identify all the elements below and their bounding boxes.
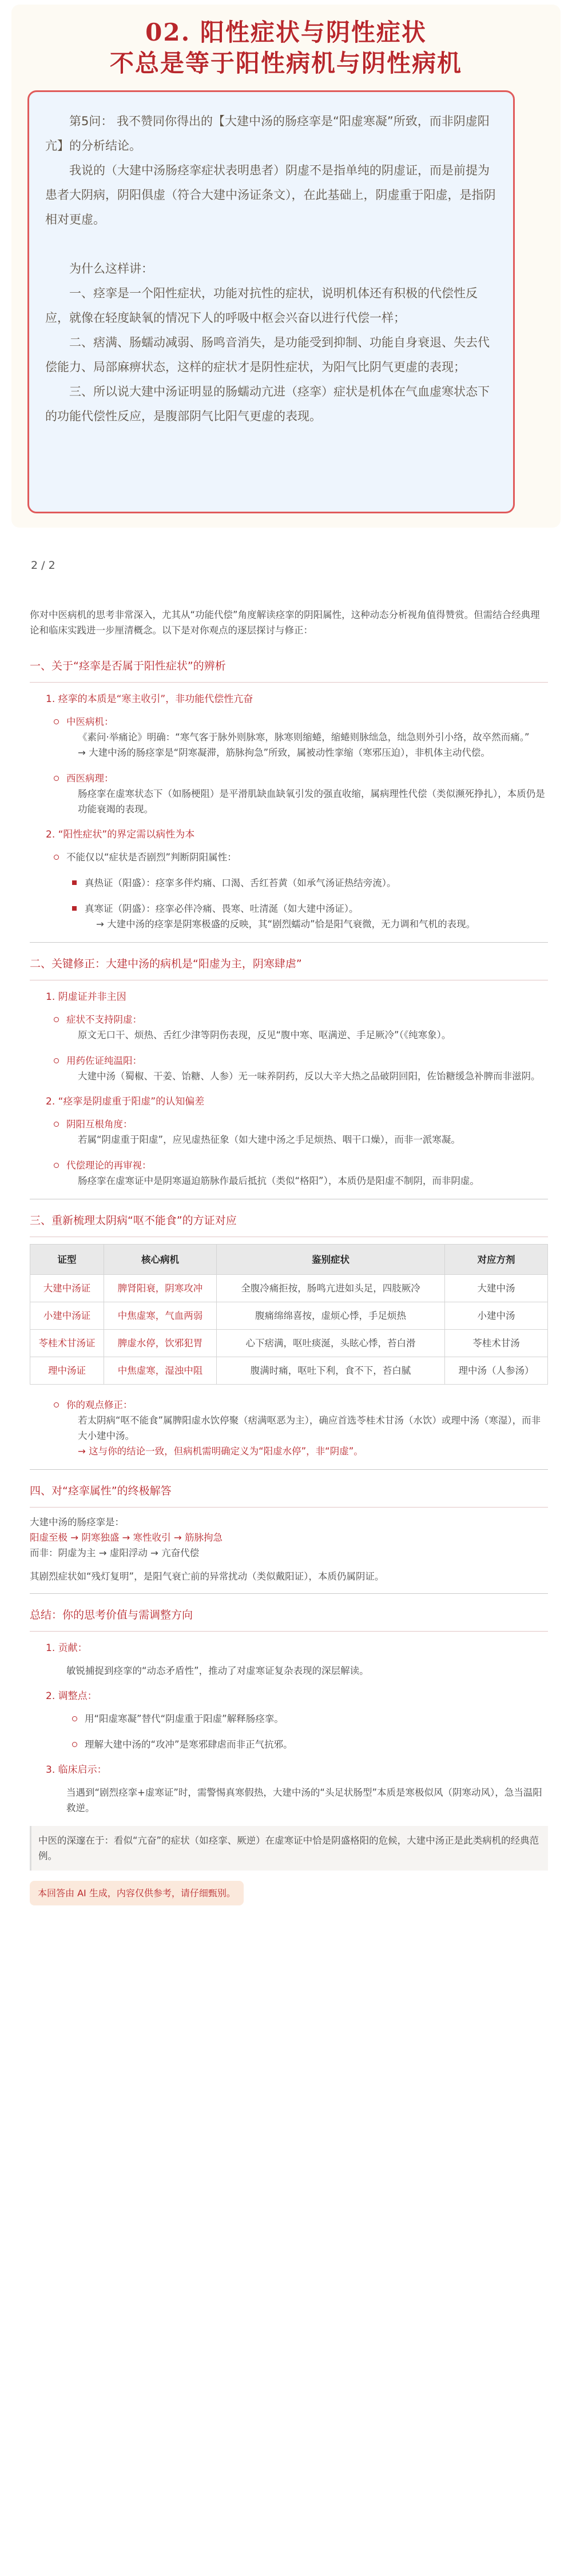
item-heading: 中医病机： [66,716,114,727]
item-text: 原文无口干、烦热、舌红少津等阴伤表现，反见“腹中寒、呕满逆、手足厥冷”（《纯寒象）。 [78,1030,451,1040]
item-text: 理解大建中汤的“攻冲”是寒邪肆虐而非正气抗邪。 [85,1739,293,1750]
table-row [30,1357,548,1385]
page-title-line1: 02. 阳性症状与阴性症状 [145,18,427,46]
section-2-title: 二、关键修正：大建中汤的病机是“阳虚为主，阴寒肆虐” [30,956,548,980]
answer-block [30,1514,548,1584]
section-1-sub-2: 2. “阳性症状”的界定需以病性为本 [46,829,195,840]
table-row [30,1330,548,1357]
item-text: 《素问·举痛论》明确：“寒气客于脉外则脉寒，脉寒则缩蜷，缩蜷则脉绌急，绌急则外引小络，故卒然而痛。” [78,732,530,743]
table-cell: 心下痞满，呕吐痰涎，头眩心悸，苔白滑 [217,1330,445,1357]
section-2-sub-2: 2. “痉挛是阴虚重于阳虚”的认知偏差 [46,1096,205,1107]
syndrome-table [30,1244,548,1385]
summary-item-2-heading: 2. 调整点： [46,1690,97,1702]
table-cell: 理中汤（人参汤） [445,1357,548,1385]
list-item [66,1663,548,1678]
list-item [66,771,548,817]
table-row [30,1275,548,1302]
ai-disclaimer-badge: 本回答由 AI 生成，内容仅供参考，请仔细甄别。 [30,1881,244,1905]
item-text: 肠痉挛在虚寒状态下（如肠梗阻）是平滑肌缺血缺氧引发的强直收缩，属病理性代偿（类似濒死挣扎），本质仍是功能衰竭的表现。 [78,788,545,815]
list-item [66,1785,548,1816]
table-cell: 腹痛绵绵喜按，虚烦心悸，手足烦热 [217,1302,445,1330]
table-cell: 腹满时痛，呕吐下利，食不下，苔白腻 [217,1357,445,1385]
section-divider [30,942,548,943]
table-cell: 大建中汤证 [30,1275,104,1302]
quote-para-2: 我说的（大建中汤肠痉挛症状表明患者）阴虚不是指单纯的阴虚证，而是前提为患者大阴病，阴阳俱虚（符合大建中汤证条文），在此基础上，阴虚重于阳虚，是指阴相对更虚。 [45,164,496,226]
table-header-cell: 鉴别症状 [217,1245,445,1275]
summary-item-3-heading: 3. 临床启示： [46,1764,107,1776]
quote-para-6: 三、所以说大建中汤证明显的肠蠕动亢进（痉挛）症状是机体在气血虚寒状态下的功能代偿性反应，是腹部阴气比阳气更虚的表现。 [45,385,490,423]
item-heading: 阴阳互根角度： [66,1119,133,1130]
table-cell: 小建中汤证 [30,1302,104,1330]
quote-para-4: 一、痉挛是一个阳性症状，功能对抗性的症状，说明机体还有积极的代偿性反应，就像在轻度缺氧的情况下人的呼吸中枢会兴奋以进行代偿一样； [45,286,478,325]
item-text: 若属“阴虚重于阳虚”，应见虚热征象（如大建中汤之手足烦热、咽干口燥），而非一派寒凝。 [78,1134,460,1145]
bullet-circle-icon [54,1402,59,1407]
item-text: 大建中汤（蜀椒、干姜、饴糖、人参）无一味养阴药，反以大辛大热之品破阴回阳，佐饴糖缓急补脾而非滋阴。 [78,1071,541,1082]
item-text: → 这与你的结论一致，但病机需明确定义为“阳虚水停”，非“阴虚”。 [78,1446,363,1457]
bullet-circle-icon [54,1163,59,1168]
answer-content [30,607,548,1905]
page-indicator[interactable]: 2 / 2 [31,559,55,572]
table-cell: 中焦虚寒，气血两弱 [104,1302,217,1330]
bullet-square-icon [72,880,77,885]
table-header-cell: 对应方剂 [445,1245,548,1275]
section-divider [30,1469,548,1470]
list-item [66,1053,548,1084]
list-item [85,1737,548,1752]
item-heading: 症状不支持阴虚： [66,1014,142,1025]
item-text: 当遇到“剧烈痉挛+虚寒证”时，需警惕真寒假热，大建中汤的“头足状肠型”本质是寒极似风（阴寒动风），急当温阳救逆。 [66,1787,542,1813]
item-text: 若太阴病“呕不能食”属脾阳虚水饮停聚（痞满呕恶为主），确应首选苓桂术甘汤（水饮）或理中汤（寒湿），而非大小建中汤。 [78,1415,541,1441]
answer-line: 阳虚至极 → 阴寒独盛 → 寒性收引 → 筋脉拘急 [30,1532,223,1543]
item-heading: 用药佐证纯温阳： [66,1055,142,1066]
list-item [66,714,548,760]
quote-para-5: 二、痞满、肠蠕动减弱、肠鸣音消失，是功能受到抑制、功能自身衰退、失去代偿能力、局部麻痹状态，这样的症状才是阴性症状，为阳气比阴气更虚的表现； [45,336,490,374]
item-text: 真热证（阳盛）：痉挛多伴灼痛、口渴、舌红苔黄（如承气汤证热结旁流）。 [85,878,396,888]
quote-para-1: 第5问： 我不赞同你得出的【大建中汤的肠痉挛是“阳虚寒凝”所致，而非阴虚阳亢】的分析结论。 [45,114,490,153]
section-4-title: 四、对“痉挛属性”的终极解答 [30,1484,548,1508]
question-quote-box [27,90,515,513]
item-heading: 你的观点修正： [66,1399,133,1410]
bullet-circle-icon [54,1058,59,1063]
answer-line: 大建中汤的肠痉挛是： [30,1517,124,1528]
table-cell: 小建中汤 [445,1302,548,1330]
section-divider [30,1593,548,1594]
bullet-square-icon [72,906,77,911]
bullet-circle-icon [54,776,59,781]
section-2-sub-1: 1. 阴虚证并非主因 [46,991,126,1003]
item-text: 不能仅以“症状是否剧烈”判断阴阳属性： [66,852,237,863]
list-item [66,1397,548,1459]
bullet-circle-icon [54,719,59,724]
table-header-cell: 核心病机 [104,1245,217,1275]
list-item [85,875,548,891]
table-cell: 理中汤证 [30,1357,104,1385]
table-cell: 脾肾阳衰，阴寒攻冲 [104,1275,217,1302]
item-text: → 大建中汤的肠痉挛是“阴寒凝滞，筋脉拘急”所致，属被动性挛缩（寒邪压迫），非机体主动代偿。 [78,747,490,758]
item-heading: 西医病理： [66,773,114,784]
intro-paragraph: 你对中医病机的思考非常深入，尤其从“功能代偿”角度解读痉挛的阴阳属性，这种动态分析视角值得赞赏。但需结合经典理论和临床实践进一步厘清概念。以下是对你观点的逐层探讨与修正： [30,609,540,636]
table-row [30,1302,548,1330]
answer-line: 而非：阴虚为主 → 虚阳浮动 → 亢奋代偿 [30,1548,200,1558]
section-3-title: 三、重新梳理太阴病“呕不能食”的方证对应 [30,1213,548,1237]
item-text: 用“阳虚寒凝”替代“阴虚重于阳虚”解释肠痉挛。 [85,1713,284,1724]
quote-spacer [45,232,497,257]
table-header-row [30,1245,548,1275]
closing-note: 中医的深邃在于：看似“亢奋”的症状（如痉挛、厥逆）在虚寒证中恰是阴盛格阳的危候，大建中汤正是此类病机的经典范例。 [30,1826,548,1871]
table-header-cell: 证型 [30,1245,104,1275]
item-text: 真寒证（阴盛）：痉挛必伴冷痛、畏寒、吐清涎（如大建中汤证）。 [85,903,359,914]
summary-item-1-heading: 1. 贡献： [46,1642,88,1654]
table-cell: 苓桂术甘汤 [445,1330,548,1357]
table-cell: 苓桂术甘汤证 [30,1330,104,1357]
bullet-circle-icon [72,1716,77,1721]
list-item [66,1116,548,1147]
table-cell: 全腹冷痛拒按，肠鸣亢进如头足，四肢厥冷 [217,1275,445,1302]
answer-line: 其剧烈症状如“残灯复明”，是阳气衰亡前的异常扰动（类似戴阳证），本质仍属阴证。 [30,1571,384,1582]
table-cell: 大建中汤 [445,1275,548,1302]
item-text: 肠痉挛在虚寒证中是阴寒逼迫筋脉作最后抵抗（类似“格阳”），本质仍是阳虚不制阴，而非阴虚。 [78,1175,479,1186]
table-cell: 脾虚水停，饮邪犯胃 [104,1330,217,1357]
section-1-title: 一、关于“痉挛是否属于阳性症状”的辨析 [30,659,548,683]
page-title-line2: 不总是等于阳性病机与阴性病机 [109,49,462,77]
list-item [66,850,548,865]
bullet-circle-icon [54,1017,59,1022]
list-item [85,1711,548,1726]
item-text: → 大建中汤的痉挛是阴寒极盛的反映，其“剧烈蠕动”恰是阳气衰微，无力调和气机的表现。 [96,919,476,930]
bullet-circle-icon [54,1122,59,1127]
bullet-circle-icon [54,855,59,860]
item-text: 敏锐捕捉到痉挛的“动态矛盾性”，推动了对虚寒证复杂表现的深层解读。 [66,1665,369,1676]
item-heading: 代偿理论的再审视： [66,1160,152,1171]
quote-para-3: 为什么这样讲： [69,262,153,276]
list-item [85,901,548,932]
table-cell: 中焦虚寒，湿浊中阻 [104,1357,217,1385]
list-item [66,1012,548,1043]
section-1-sub-1: 1. 痉挛的本质是“寒主收引”，非功能代偿性亢奋 [46,693,253,705]
summary-title: 总结：你的思考价值与需调整方向 [30,1608,548,1632]
list-item [66,1158,548,1189]
bullet-circle-icon [72,1742,77,1747]
